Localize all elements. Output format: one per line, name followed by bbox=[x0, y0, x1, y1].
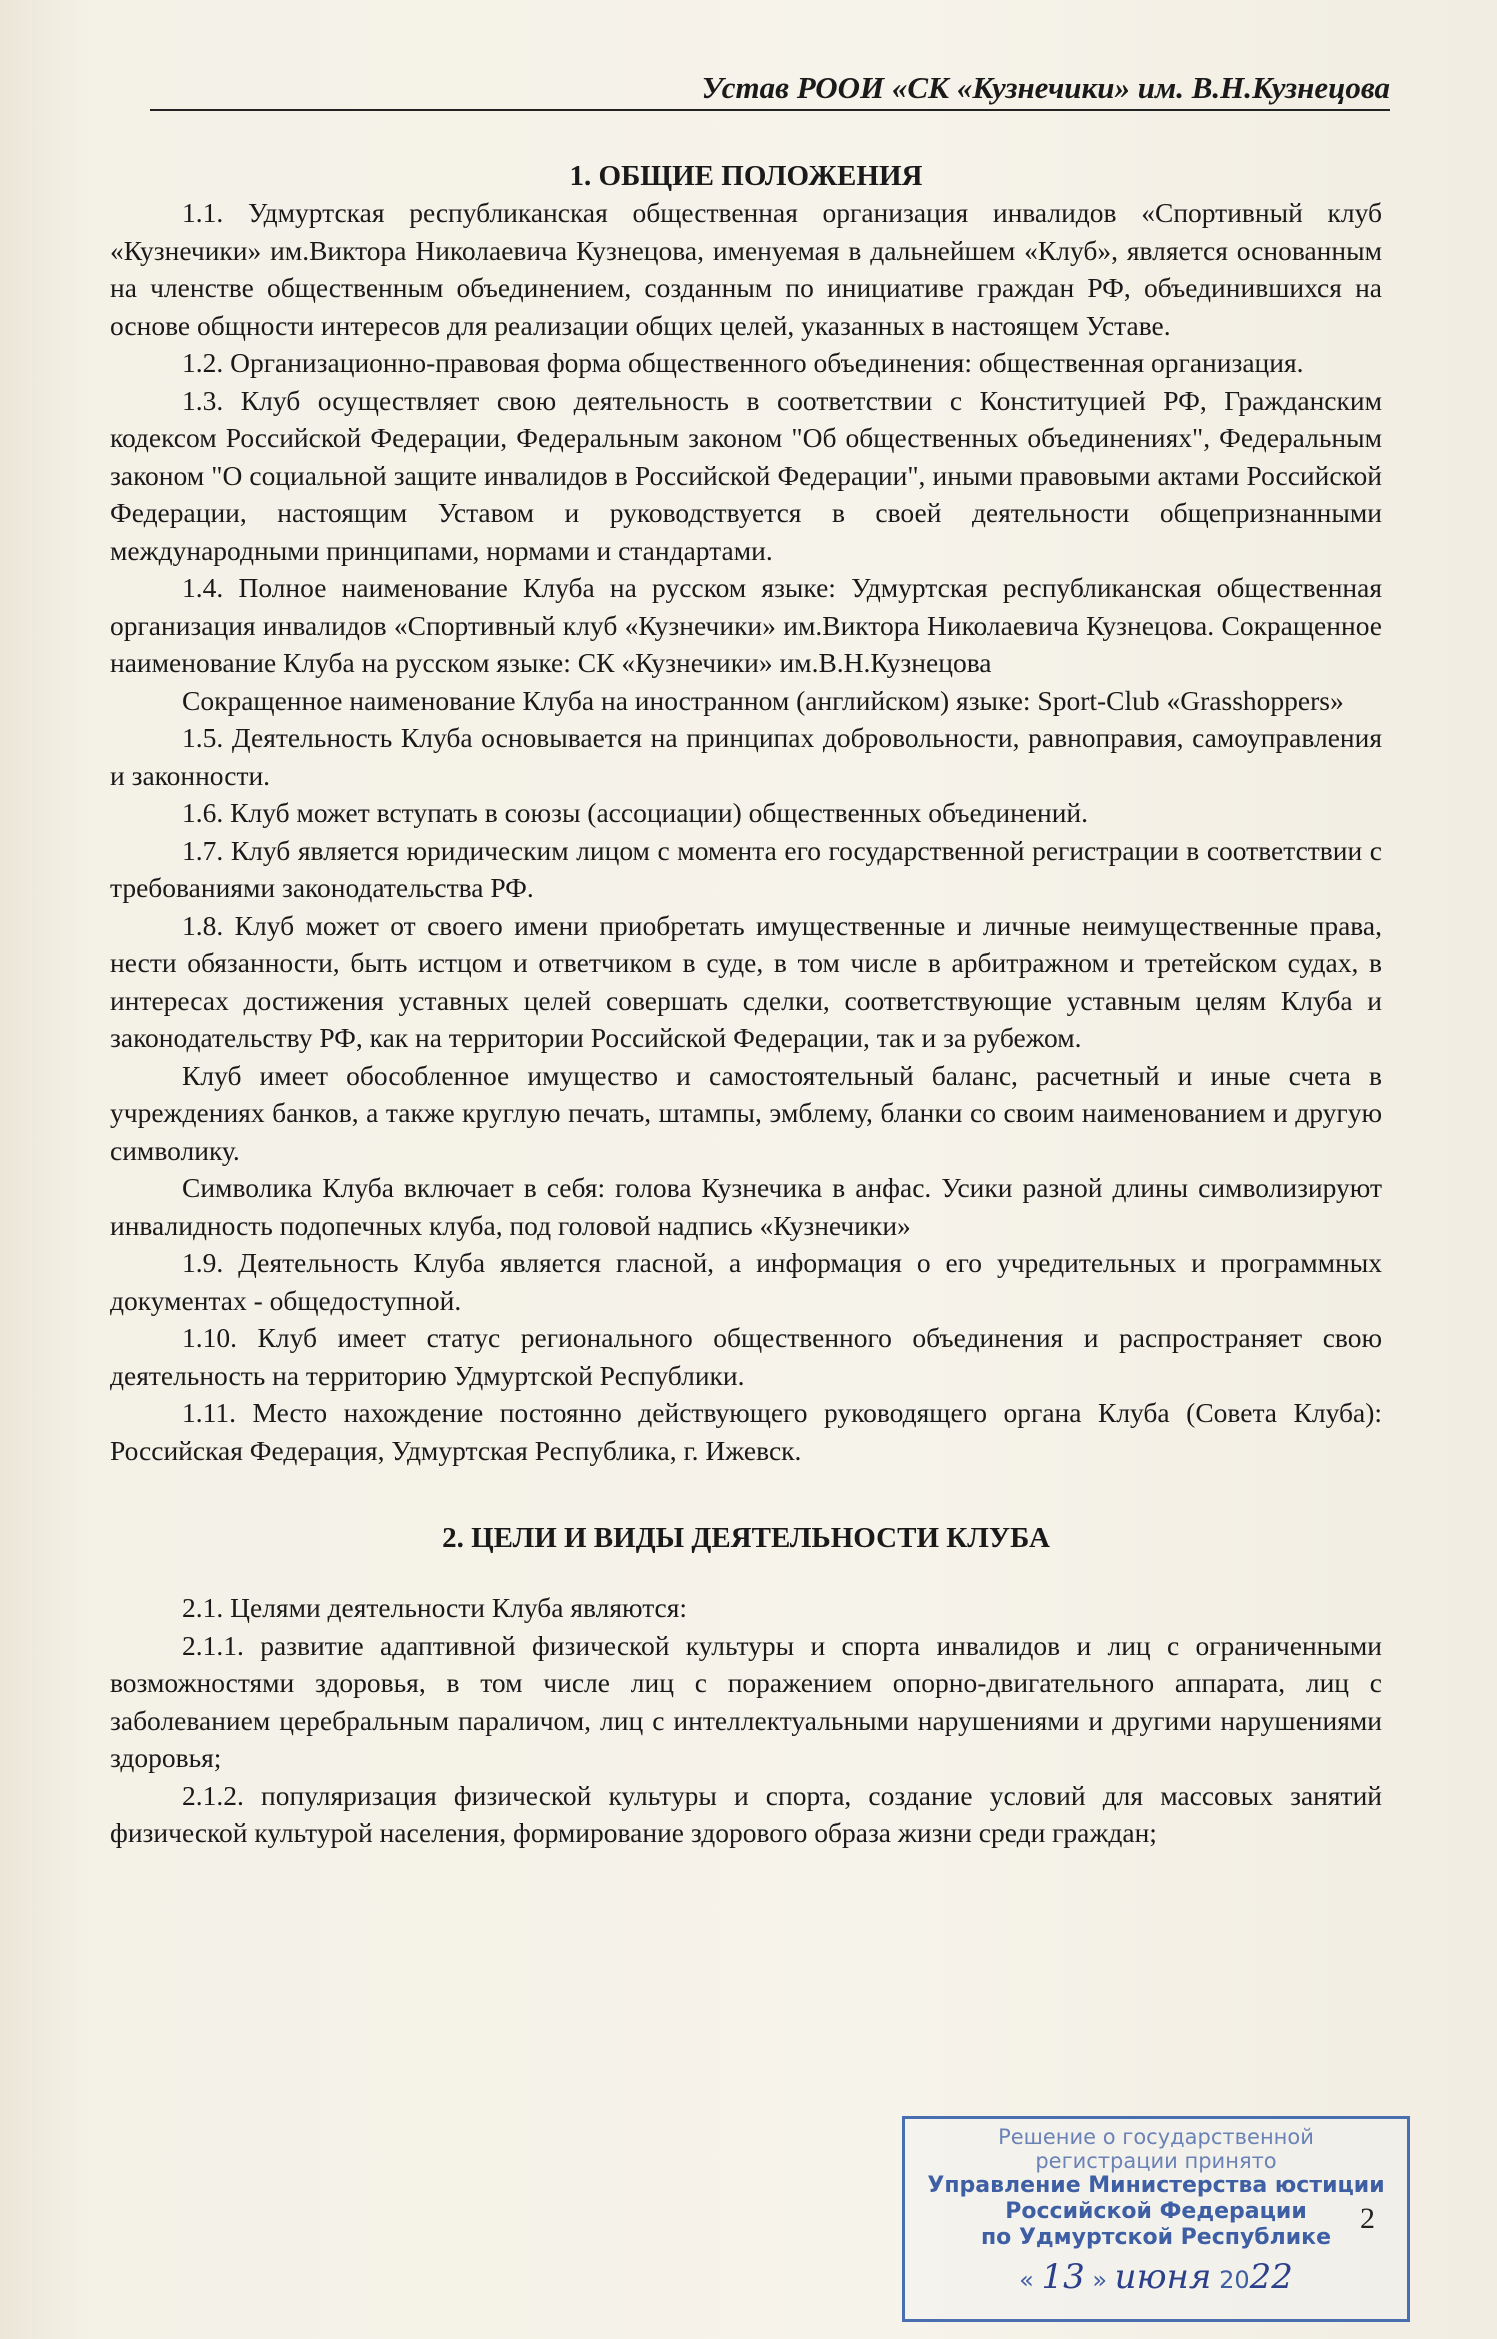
stamp-date-month: июня bbox=[1114, 2257, 1212, 2297]
registration-stamp bbox=[902, 2116, 1410, 2322]
paragraph-1-8-property: Клуб имеет обособленное имущество и самостоятельный баланс, расчетный и иные счета в учреждениях банков, а также круглую печать, штампы, эмблему, бланки со своим наименованием и другую символику. bbox=[110, 1059, 1382, 1166]
page-number: 2 bbox=[1360, 2202, 1375, 2235]
paragraph-1-4: 1.4. Полное наименование Клуба на русском языке: Удмуртская республиканская общественная организация инвалидов «Спортивный клуб «Кузнечики» им.Виктора Николаевича Кузнецова. Сокращенное наименование Клуба на русском языке: СК «Кузнечики» им.В.Н.Кузнецова bbox=[110, 572, 1382, 678]
document-header: Устав РООИ «СК «Кузнечики» им. В.Н.Кузнецова bbox=[150, 70, 1390, 111]
paragraph-1-5: 1.5. Деятельность Клуба основывается на принципах добровольности, равноправия, самоуправления и законности. bbox=[110, 722, 1382, 791]
stamp-line-3: Управление Министерства юстиции bbox=[927, 2173, 1385, 2198]
paragraph-1-6: 1.6. Клуб может вступать в союзы (ассоциации) общественных объединений. bbox=[182, 797, 1089, 828]
stamp-line-2: регистрации принято bbox=[1035, 2149, 1277, 2173]
section-1-title: 1. ОБЩИЕ ПОЛОЖЕНИЯ bbox=[569, 160, 923, 192]
section-2-title: 2. ЦЕЛИ И ВИДЫ ДЕЯТЕЛЬНОСТИ КЛУБА bbox=[442, 1522, 1050, 1554]
paragraph-1-8: 1.8. Клуб может от своего имени приобретать имущественные и личные неимущественные права, нести обязанности, быть истцом и ответчиком в суде, в том числе в арбитражном и третейском судах, в интересах достижения уставных целей совершать сделки, соответствующие уставным целям Клуба и законодательству РФ, как на территории Российской Федерации, так и за рубежом. bbox=[110, 909, 1382, 1053]
stamp-date bbox=[905, 2257, 1407, 2297]
document-body bbox=[110, 158, 1382, 1852]
paragraph-1-10: 1.10. Клуб имеет статус регионального общественного объединения и распространяет свою деятельность на территорию Удмуртской Республики. bbox=[110, 1322, 1382, 1391]
stamp-line-4: Российской Федерации bbox=[1005, 2199, 1307, 2224]
stamp-date-open: « bbox=[1019, 2266, 1034, 2294]
paragraph-1-1: 1.1. Удмуртская республиканская общественная организация инвалидов «Спортивный клуб «Кузнечики» им.Виктора Николаевича Кузнецова, именуемая в дальнейшем «Клуб», является основанным на членстве общественным объединением, созданным по инициативе граждан РФ, объединившихся на основе общности интересов для реализации общих целей, указанных в настоящем Уставе. bbox=[110, 197, 1382, 341]
stamp-date-year: 22 bbox=[1249, 2257, 1293, 2297]
stamp-date-day: 13 bbox=[1041, 2257, 1085, 2297]
stamp-line-5: по Удмуртской Республике bbox=[980, 2225, 1332, 2250]
paragraph-1-4-short-name: Сокращенное наименование Клуба на иностранном (английском) языке: Sport-Club «Grasshoppers» bbox=[182, 684, 1344, 716]
paragraph-2-1: 2.1. Целями деятельности Клуба являются: bbox=[182, 1592, 688, 1623]
stamp-date-year-prefix: 20 bbox=[1219, 2266, 1250, 2294]
paragraph-1-2: 1.2. Организационно-правовая форма общественного объединения: общественная организация. bbox=[182, 347, 1304, 378]
paragraph-2-1-2: 2.1.2. популяризация физической культуры и спорта, создание условий для массовых занятий физической культурой населения, формирование здорового образа жизни среди граждан; bbox=[110, 1779, 1382, 1848]
stamp-line-1: Решение о государственной bbox=[998, 2125, 1314, 2149]
paragraph-1-8-symbolics: Символика Клуба включает в себя: голова Кузнечика в анфас. Усики разной длины символизируют инвалидность подопечных клуба, под головой надпись «Кузнечики» bbox=[110, 1172, 1382, 1241]
stamp-date-close: » bbox=[1092, 2266, 1108, 2294]
paragraph-1-3: 1.3. Клуб осуществляет свою деятельность в соответствии с Конституцией РФ, Гражданским кодексом Российской Федерации, Федеральным законом "Об общественных объединениях", Федеральным законом "О социальной защите инвалидов в Российской Федерации", иными правовыми актами Российской Федерации, настоящим Уставом и руководствуется в своей деятельности общепризнанными международными принципами, нормами и стандартами. bbox=[110, 384, 1382, 566]
paragraph-1-9: 1.9. Деятельность Клуба является гласной, а информация о его учредительных и программных документах - общедоступной. bbox=[110, 1247, 1382, 1316]
paragraph-2-1-1: 2.1.1. развитие адаптивной физической культуры и спорта инвалидов и лиц с ограниченными возможностями здоровья, в том числе лиц с поражением опорно-двигательного аппарата, лиц с заболеванием церебральным параличом, лиц с интеллектуальными нарушениями и другими нарушениями здоровья; bbox=[110, 1629, 1382, 1773]
paragraph-1-11: 1.11. Место нахождение постоянно действующего руководящего органа Клуба (Совета Клуба): Российская Федерация, Удмуртская Республика, г. Ижевск. bbox=[110, 1397, 1382, 1466]
paragraph-1-7: 1.7. Клуб является юридическим лицом с момента его государственной регистрации в соответствии с требованиями законодательства РФ. bbox=[110, 834, 1382, 903]
